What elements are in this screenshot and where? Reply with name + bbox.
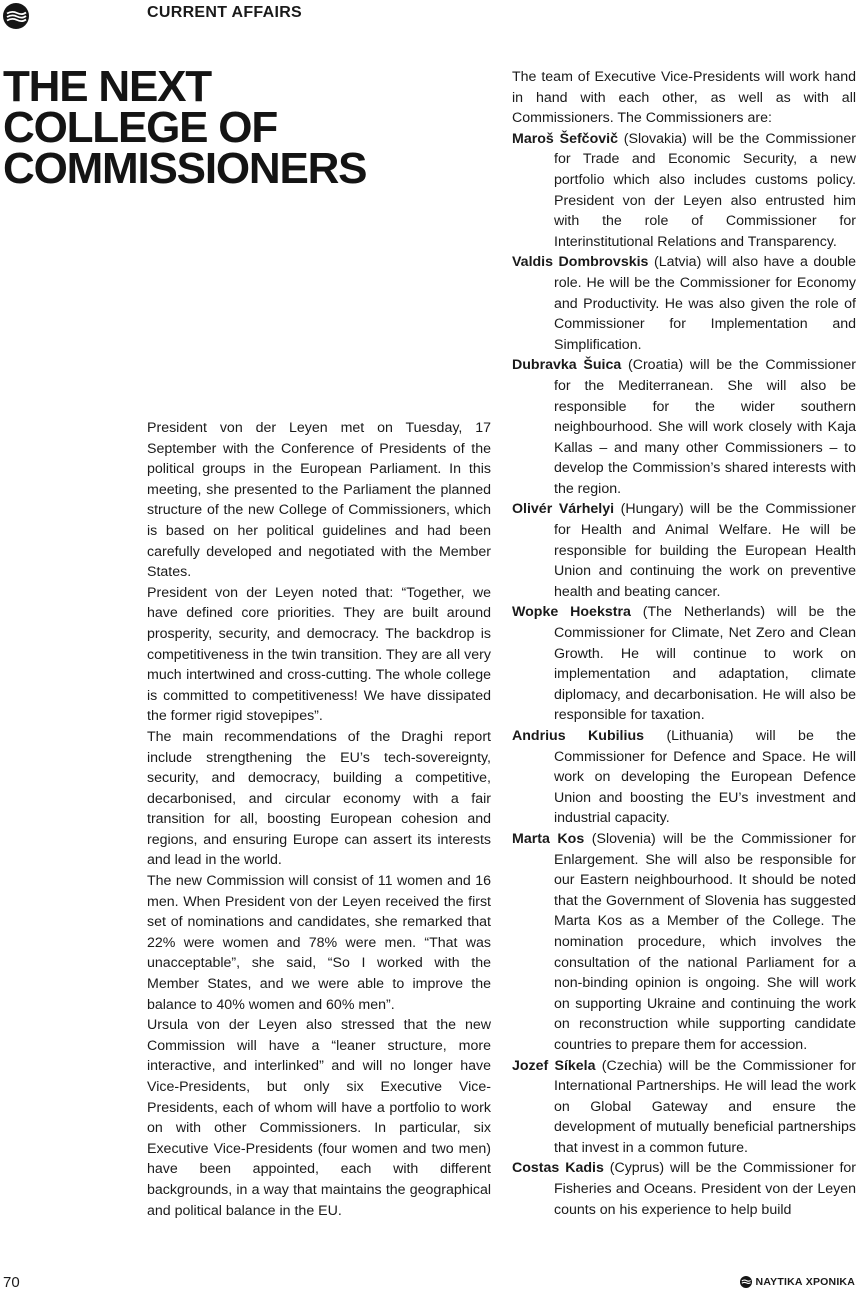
commissioner-name: Andrius Kubilius bbox=[512, 728, 644, 744]
section-label: CURRENT AFFAIRS bbox=[147, 4, 303, 21]
commissioner-entry bbox=[512, 355, 856, 499]
commissioner-description: (Hungary) will be the Commissioner for Health and Animal Welfare. He will be responsible for building the European Health Union and continuing the work on preventive health and beating cancer. bbox=[554, 501, 856, 600]
title-line: COLLEGE OF bbox=[3, 103, 278, 152]
commissioner-entry bbox=[512, 252, 856, 355]
commissioner-description: (Latvia) will also have a double role. He will be the Commissioner for Economy and Productivity. He was also given the role of Commissioner for Implementation and Simplification. bbox=[554, 254, 856, 353]
commissioner-name: Dubravka Šuica bbox=[512, 357, 622, 374]
commissioner-entry bbox=[512, 602, 856, 726]
body-paragraph: Ursula von der Leyen also stressed that the new Commission will have a “leaner structure, more interactive, and interlinked” and will no longer have Vice-Presidents, but only six Executive Vice-Presidents, each of whom will have a portfolio to work on with other Commissioners. In particular, six Executive Vice-Presidents (four women and two men) have been appointed, each with different backgrounds, in a way that maintains the geographical and political balance in the EU. bbox=[147, 1017, 491, 1219]
article-title bbox=[3, 62, 367, 193]
commissioner-name: Wopke Hoekstra bbox=[512, 604, 631, 621]
commissioner-description: (Cyprus) will be the Commissioner for Fisheries and Oceans. President von der Leyen counts on his experience to help build bbox=[554, 1160, 856, 1218]
commissioner-description: (Slovenia) will be the Commissioner for Enlargement. She will also be responsible for our Eastern neighbourhood. It should be noted that the Government of Slovenia has suggested Marta Kos as a Member of the College. The nomination procedure, which involves the consultation of the national Parliament for a non-binding opinion is ongoing. She will work on supporting Ukraine and continuing the work on reconstruction while supporting candidate countries to prepare them for accession. bbox=[554, 830, 856, 1053]
commissioner-description: (Lithuania) will be the Commissioner for Defence and Space. He will work on developing the European Defence Union and boosting the EU’s investment and industrial capacity. bbox=[554, 728, 856, 827]
footer-brand bbox=[740, 1276, 855, 1288]
commissioner-entry bbox=[512, 499, 856, 602]
commissioner-description: (Czechia) will be the Commissioner for International Partnerships. He will lead the work on Global Gateway and ensure the development of mutually beneficial partnerships that invest in a common future. bbox=[554, 1057, 856, 1156]
commissioner-name: Jozef Síkela bbox=[512, 1057, 596, 1074]
commissioner-description: (The Netherlands) will be the Commissioner for Climate, Net Zero and Clean Growth. He will continue to work on implementation and adaptation, climate diplomacy, and decarbonisation. He will also be responsible for taxation. bbox=[554, 604, 856, 724]
body-paragraph: The main recommendations of the Draghi report include strengthening the EU’s tech-sovereignty, security, and democracy, building a competitive, decarbonised, and circular economy with a fair transition for all, boosting European cohesion and regions, and ensuring Europe can assert its interests and lead in the world. bbox=[147, 728, 491, 869]
wave-logo-icon bbox=[3, 3, 29, 29]
commissioner-description: (Slovakia) will be the Commissioner for Trade and Economic Security, a new portfolio which also includes customs policy. President von der Leyen also entrusted him with the role of Commissioner for Interinstitutional Relations and Transparency. bbox=[554, 130, 856, 250]
commissioner-entry bbox=[512, 1056, 856, 1159]
left-column bbox=[147, 418, 491, 1221]
body-paragraph: The new Commission will consist of 11 women and 16 men. When President von der Leyen received the first set of nominations and candidates, she remarked that 22% were women and 78% were men. “That was unacceptable”, she said, “So I worked with the Member States, and we were able to improve the balance to 40% women and 60% men”. bbox=[147, 873, 491, 1013]
right-column bbox=[512, 67, 856, 1220]
commissioners-intro: The team of Executive Vice-Presidents will work hand in hand with each other, as well as with all Commissioners. The Commissioners are: bbox=[512, 69, 856, 127]
brand-name: ΝΑΥΤΙΚΑ ΧΡΟΝΙΚΑ bbox=[755, 1276, 855, 1288]
body-paragraph: President von der Leyen met on Tuesday, 17 September with the Conference of Presidents of the political groups in the European Parliament. In this meeting, she presented to the Parliament the planned structure of the new College of Commissioners, which is based on her political guidelines and had been carefully developed and negotiated with the Member States. bbox=[147, 420, 491, 581]
title-line: COMMISSIONERS bbox=[3, 144, 367, 193]
commissioner-entry bbox=[512, 829, 856, 1056]
commissioner-name: Olivér Várhelyi bbox=[512, 501, 615, 518]
commissioner-name: Maroš Šefčovič bbox=[512, 130, 618, 147]
commissioner-name: Marta Kos bbox=[512, 830, 585, 847]
title-line: THE NEXT bbox=[3, 62, 211, 111]
commissioner-name: Costas Kadis bbox=[512, 1160, 604, 1177]
commissioner-entry bbox=[512, 1158, 856, 1220]
wave-logo-icon bbox=[740, 1276, 752, 1288]
commissioner-entry bbox=[512, 726, 856, 829]
commissioner-name: Valdis Dombrovskis bbox=[512, 254, 649, 271]
commissioner-description: (Croatia) will be the Commissioner for the Mediterranean. She will also be responsible for the wider southern neighbourhood. She will work closely with Kaja Kallas – and many other Commissioners – to develop the Commission’s shared interests with the region. bbox=[554, 357, 856, 497]
page-number: 70 bbox=[3, 1274, 20, 1291]
commissioner-entry bbox=[512, 129, 856, 253]
body-paragraph: President von der Leyen noted that: “Together, we have defined core priorities. They are built around prosperity, security, and democracy. The backdrop is competitiveness in the twin transition. They are all very much intertwined and cross-cutting. The whole college is committed to competitiveness! We have dissipated the former rigid stovepipes”. bbox=[147, 584, 491, 725]
